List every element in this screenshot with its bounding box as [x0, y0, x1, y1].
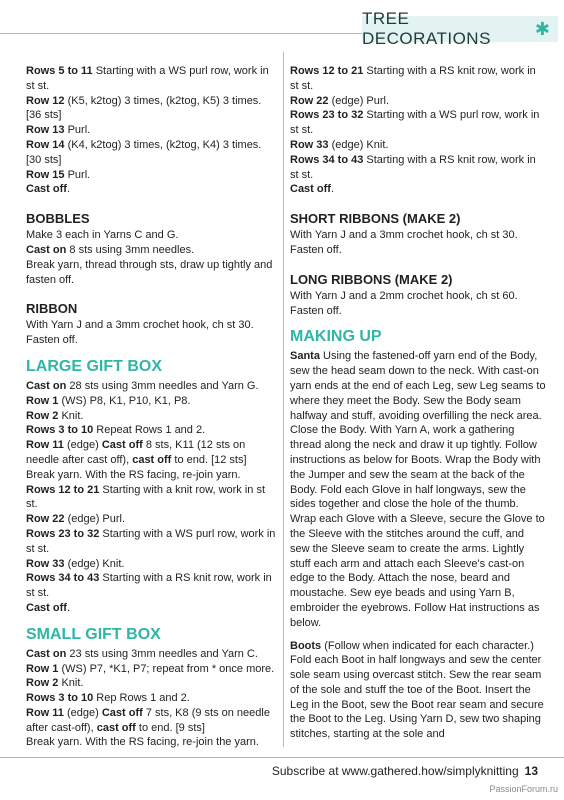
instruction-label: Row 14 [26, 138, 65, 151]
paragraph-gap [290, 631, 546, 639]
instruction-label: Row 33 [26, 557, 65, 570]
instruction-text: (edge) [63, 439, 102, 452]
instruction-label: Rows 12 to 21 [26, 483, 100, 496]
instruction-text: Starting with a knit row, work in st st. [26, 483, 266, 511]
instruction-paragraph [26, 182, 278, 197]
section-title: TREE DECORATIONS [362, 9, 491, 48]
instruction-paragraph [26, 423, 278, 438]
instruction-paragraph [26, 483, 278, 513]
instruction-text: 28 sts using 3mm needles and Yarn G. [66, 379, 259, 392]
instruction-paragraph [290, 153, 546, 183]
page-header [0, 0, 564, 50]
instruction-label: Cast off [26, 183, 67, 196]
instruction-label: Row 1 [26, 662, 59, 675]
instruction-text: Knit. [58, 677, 84, 690]
instruction-paragraph [290, 108, 546, 138]
page-number: 13 [524, 764, 538, 778]
subsection-heading: LONG RIBBONS (MAKE 2) [290, 271, 453, 287]
instruction-label: Row 2 [26, 409, 59, 422]
instruction-text: Break yarn. With the RS facing, re-join the yarn. [26, 736, 259, 749]
instruction-label: Row 2 [26, 677, 59, 690]
instruction-text: With Yarn J and a 3mm crochet hook, ch st 30. Fasten off. [290, 229, 518, 256]
instruction-paragraph [290, 228, 546, 258]
instruction-text: (WS) P8, K1, P10, K1, P8. [58, 394, 191, 407]
instruction-text: to end. [9 sts] [135, 721, 205, 734]
subscribe-link[interactable]: Subscribe at www.gathered.how/simplyknitting [271, 764, 519, 778]
instruction-text: to end. [12 sts] [171, 453, 247, 466]
instruction-label: cast off [96, 721, 136, 734]
instruction-text: (edge) Purl. [328, 94, 390, 107]
star-icon: ✱ [534, 19, 550, 39]
instruction-text: Knit. [58, 409, 84, 422]
instruction-paragraph [26, 557, 278, 572]
subsection-heading: BOBBLES [26, 211, 90, 227]
instruction-label: Cast off [101, 439, 143, 452]
instruction-label: Rows 3 to 10 [26, 424, 94, 437]
right-column [290, 64, 546, 742]
instruction-text: . [66, 601, 71, 614]
instruction-label: Cast on [26, 243, 67, 256]
instruction-label: Cast on [26, 647, 67, 660]
header-rule [0, 33, 362, 34]
instruction-paragraph [26, 138, 278, 168]
instruction-paragraph [26, 527, 278, 557]
instruction-text: Starting with a WS purl row, work in st st. [26, 527, 276, 555]
instruction-text: Starting with a WS purl row, work in st st. [26, 65, 269, 92]
instruction-paragraph [290, 289, 546, 319]
instruction-paragraph [290, 64, 546, 94]
section-heading: MAKING UP [290, 328, 382, 346]
instruction-text: 23 sts using 3mm needles and Yarn C. [66, 647, 258, 660]
instruction-label: Row 13 [26, 124, 65, 137]
instruction-label: Rows 5 to 11 [26, 65, 93, 77]
instruction-paragraph [26, 601, 278, 616]
instruction-paragraph [26, 394, 278, 409]
subsection-heading: SHORT RIBBONS (MAKE 2) [290, 211, 461, 227]
instruction-paragraph [26, 258, 278, 288]
instruction-text: (edge) Purl. [64, 513, 126, 526]
instruction-text: 8 sts using 3mm needles. [66, 243, 195, 256]
instruction-label: Row 11 [26, 706, 64, 719]
instruction-text: With Yarn J and a 3mm crochet hook, ch st 30. Fasten off. [26, 319, 254, 347]
instruction-paragraph [290, 182, 546, 197]
instruction-label: Rows 34 to 43 [26, 572, 100, 585]
footer-rule [0, 757, 564, 758]
instruction-paragraph [290, 639, 546, 743]
instruction-text: (edge) Knit. [64, 557, 125, 570]
instruction-text: Repeat Rows 1 and 2. [93, 424, 206, 437]
instruction-paragraph [26, 123, 278, 138]
instruction-text: Purl. [64, 168, 91, 181]
instruction-paragraph [26, 571, 278, 601]
instruction-text: Make 3 each in Yarns C and G. [26, 229, 179, 242]
instruction-label: Cast off [101, 706, 143, 719]
instruction-paragraph [26, 735, 278, 750]
subsection-heading: RIBBON [26, 301, 78, 317]
instruction-text: Starting with a RS knit row, work in st st. [290, 153, 536, 181]
instruction-label: Row 1 [26, 394, 59, 407]
instruction-label: Rows 3 to 10 [26, 692, 94, 705]
instruction-label: Rows 23 to 32 [290, 109, 364, 122]
instruction-label: Row 11 [26, 439, 64, 452]
instruction-text: 7 sts, K8 (9 sts on needle after cast-off), [26, 706, 270, 734]
instruction-label: cast off [132, 453, 172, 466]
instruction-text: 8 sts, K11 (12 sts on needle after cast off), [26, 439, 246, 466]
instruction-label: Row 33 [290, 138, 329, 151]
instruction-text: (edge) [63, 706, 102, 719]
instruction-text: . [330, 183, 335, 196]
instruction-text: With Yarn J and a 2mm crochet hook, ch st 60. Fasten off. [290, 289, 518, 317]
instruction-text: (K4, k2tog) 3 times, (k2tog, K4) 3 times. [30 sts] [26, 138, 262, 166]
instruction-paragraph [26, 243, 278, 258]
instruction-paragraph [26, 409, 278, 424]
instruction-text: (K5, k2tog) 3 times, (k2tog, K5) 3 times. [36 sts] [26, 94, 262, 122]
instruction-label: Rows 12 to 21 [290, 65, 364, 77]
instruction-paragraph [290, 94, 546, 109]
instruction-paragraph [26, 379, 278, 394]
left-column [26, 64, 278, 750]
page-footer [0, 764, 538, 778]
instruction-paragraph [26, 64, 278, 94]
instruction-label: Cast on [26, 379, 67, 392]
instruction-paragraph [26, 468, 278, 483]
instruction-paragraph [26, 228, 278, 243]
instruction-text: Starting with a WS purl row, work in st st. [290, 109, 540, 137]
instruction-paragraph [26, 647, 278, 662]
instruction-paragraph [290, 138, 546, 153]
instruction-label: Row 22 [26, 513, 65, 526]
instruction-text: (Follow when indicated for each character.) Fold each Boot in half longways and sew the center sole seam using overcast stitch. Sew the rear seam of the sole and stuff the toe of the Boot. Insert the Leg in the Boot, sew the Boot rear seam and secure the Boot to the Leg. Using Yarn D, sew two shaping stitches, starting at the sole and [290, 639, 544, 741]
instruction-paragraph [26, 438, 278, 468]
instruction-paragraph [26, 662, 278, 677]
instruction-text: Purl. [64, 124, 91, 137]
instruction-paragraph [26, 706, 278, 736]
watermark: PassionForum.ru [489, 784, 558, 794]
instruction-text: (WS) P7, *K1, P7; repeat from * once more. [58, 662, 275, 675]
instruction-text: (edge) Knit. [328, 138, 389, 151]
instruction-text: Starting with a RS knit row, work in st st. [290, 65, 536, 92]
instruction-label: Cast off [26, 601, 67, 614]
section-title-box [362, 9, 558, 48]
instruction-text: . [66, 183, 71, 196]
instruction-label: Santa [290, 350, 320, 363]
instruction-paragraph [26, 691, 278, 706]
instruction-text: Rep Rows 1 and 2. [93, 692, 190, 705]
instruction-label: Boots [290, 639, 322, 652]
instruction-paragraph [26, 318, 278, 348]
instruction-label: Row 15 [26, 168, 65, 181]
instruction-label: Row 22 [290, 94, 329, 107]
instruction-text: Break yarn, thread through sts, draw up tightly and fasten off. [26, 258, 273, 286]
section-heading: LARGE GIFT BOX [26, 357, 162, 375]
instruction-paragraph [26, 512, 278, 527]
instruction-label: Rows 34 to 43 [290, 153, 364, 166]
instruction-label: Row 12 [26, 94, 65, 107]
section-heading: SMALL GIFT BOX [26, 625, 161, 643]
instruction-text: Starting with a RS knit row, work in st st. [26, 572, 272, 600]
instruction-text: Break yarn. With the RS facing, re-join yarn. [26, 468, 241, 481]
instruction-paragraph [26, 94, 278, 124]
instruction-label: Rows 23 to 32 [26, 527, 100, 540]
instruction-paragraph [26, 676, 278, 691]
instruction-paragraph [290, 349, 546, 630]
instruction-text: Using the fastened-off yarn end of the Body, sew the head seam down to the neck. With cast-on yarn ends at the end of each Leg, sew Leg seams to where they meet the Body. Sew the Body seam halfway and stuff, avoiding overfilling the neck area. Close the Body. With Yarn A, work a gathering thread along the neck and draw it up tightly. Follow instructions as below for Boots. Wrap the Body with the Jumper and sew the seam at the back of the Body. Fold each Glove in half longways, sew the sides together and close the hole of the thumb. Wrap each Glove with a Sleeve, secure the Glove to the Sleeve with the stitches around the cuff, and sew the Sleeve seam to create the arms. Lightly stuff each arm and attach each Sleeve's cast-on edge to the Body. Attach the nose, beard and moustache. Sew eye beads and using Yarn B, embroider the eyebrows. Follow Hat instructions as below. [290, 350, 546, 629]
instruction-label: Cast off [290, 183, 331, 196]
column-divider [283, 52, 284, 747]
instruction-paragraph [26, 168, 278, 183]
